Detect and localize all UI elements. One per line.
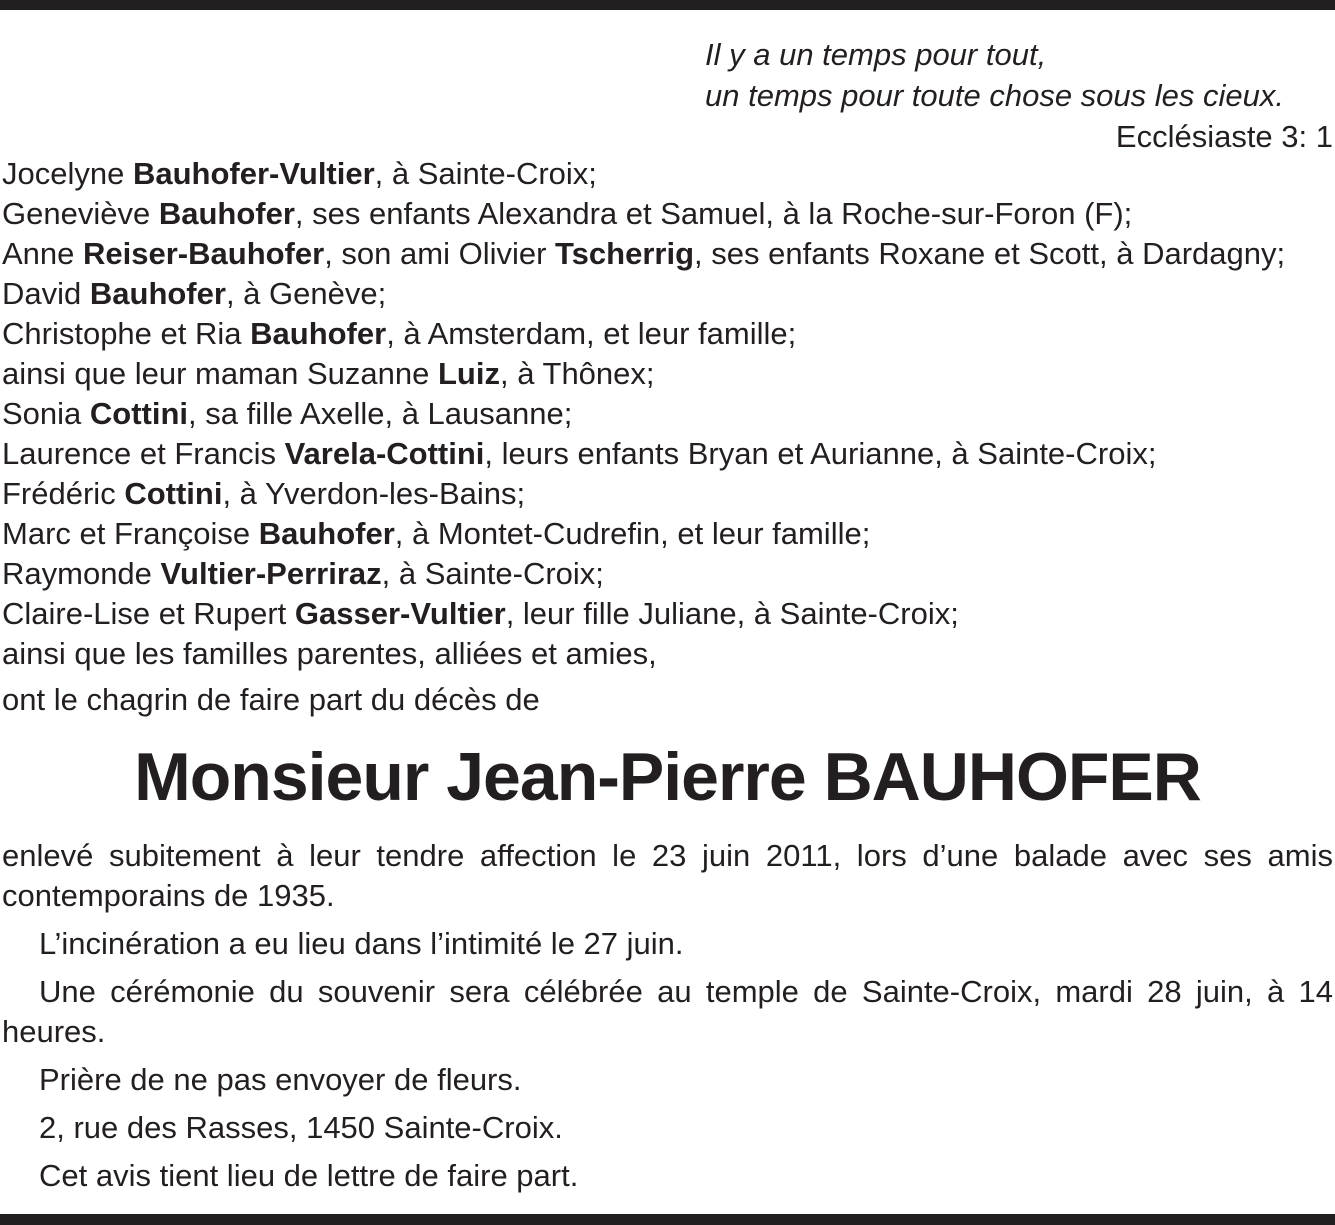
body-paragraph: Cet avis tient lieu de lettre de faire part.	[39, 1158, 579, 1193]
family-line: Claire-Lise et Rupert Gasser-Vultier, leur fille Juliane, à Sainte-Croix;	[2, 596, 959, 631]
address-line: 2, rue des Rasses, 1450 Sainte-Croix.	[39, 1110, 563, 1145]
epigraph-reference: Ecclésiaste 3: 1	[1115, 119, 1333, 154]
family-line: Christophe et Ria Bauhofer, à Amsterdam, et leur famille;	[2, 316, 797, 351]
family-line: Laurence et Francis Varela-Cottini, leurs enfants Bryan et Aurianne, à Sainte-Croix;	[2, 436, 1157, 471]
family-line: ainsi que leur maman Suzanne Luiz, à Thônex;	[2, 356, 655, 391]
announcement-intro: ont le chagrin de faire part du décès de	[2, 682, 540, 717]
announcement-body	[2, 836, 1333, 1204]
family-line: Frédéric Cottini, à Yverdon-les-Bains;	[2, 476, 526, 511]
epigraph	[705, 34, 1335, 157]
family-list	[2, 154, 1335, 674]
top-border-rule	[0, 0, 1335, 10]
family-line: Jocelyne Bauhofer-Vultier, à Sainte-Croix;	[2, 156, 597, 191]
body-paragraph: Prière de ne pas envoyer de fleurs.	[39, 1062, 522, 1097]
family-line: Raymonde Vultier-Perriraz, à Sainte-Croix;	[2, 556, 604, 591]
epigraph-line-2: un temps pour toute chose sous les cieux.	[705, 78, 1284, 113]
family-line: Anne Reiser-Bauhofer, son ami Olivier Tscherrig, ses enfants Roxane et Scott, à Dardagny;	[2, 236, 1286, 271]
family-line: Geneviève Bauhofer, ses enfants Alexandra et Samuel, à la Roche-sur-Foron (F);	[2, 196, 1133, 231]
family-line: Marc et Françoise Bauhofer, à Montet-Cudrefin, et leur famille;	[2, 516, 871, 551]
bottom-border-rule	[0, 1214, 1335, 1225]
body-paragraph: Une cérémonie du souvenir sera célébrée au temple de Sainte-Croix, mardi 28 juin, à 14 heures.	[2, 974, 1333, 1049]
family-line: Sonia Cottini, sa fille Axelle, à Lausanne;	[2, 396, 573, 431]
body-paragraph: enlevé subitement à leur tendre affection le 23 juin 2011, lors d’une balade avec ses amis contemporains de 1935.	[2, 838, 1333, 913]
family-line: ainsi que les familles parentes, alliées et amies,	[2, 636, 657, 671]
deceased-name-heading: Monsieur Jean-Pierre BAUHOFER	[134, 739, 1201, 815]
family-line: David Bauhofer, à Genève;	[2, 276, 387, 311]
epigraph-line-1: Il y a un temps pour tout,	[705, 37, 1047, 72]
body-paragraph: L’incinération a eu lieu dans l’intimité le 27 juin.	[39, 926, 684, 961]
